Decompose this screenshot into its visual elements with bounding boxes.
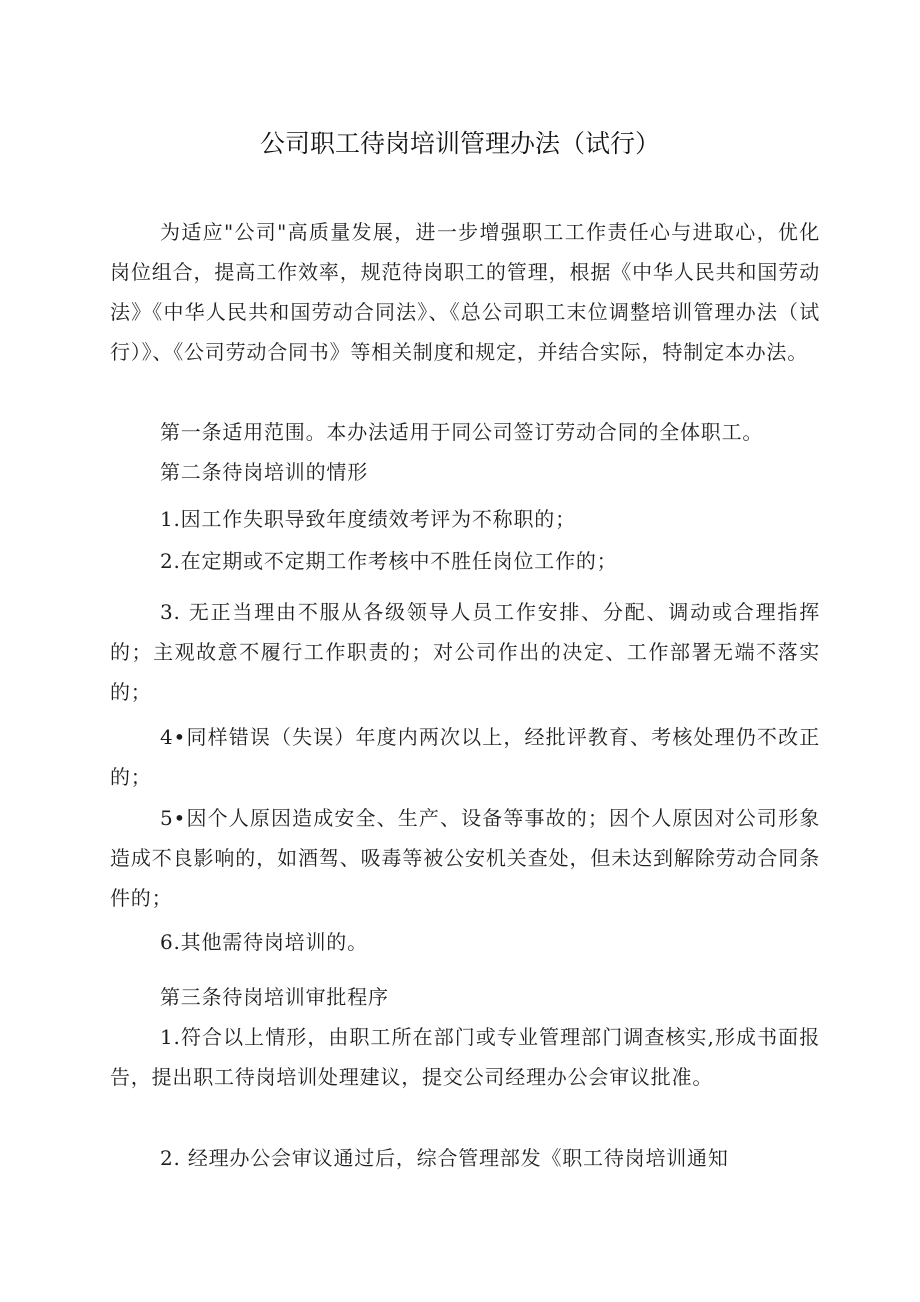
article-2-item-6: 6.其他需待岗培训的。 — [160, 930, 368, 954]
article-1-paragraph: 第一条适用范围。本办法适用于同公司签订劳动合同的全体职工。 — [160, 420, 764, 444]
article-2-item-1: 1.因工作失职导致年度绩效考评为不称职的； — [160, 507, 576, 531]
article-2-item-5: 5•因个人原因造成安全、生产、设备等事故的；因个人原因对公司形象造成不良影响的，如酒驾、吸毒等被公安机关查处，但未达到解除劳动合同条件的； — [110, 806, 820, 910]
article-2-item-3: 3. 无正当理由不服从各级领导人员工作安排、分配、调动或合理指挥的；主观故意不履行工作职责的；对公司作出的决定、工作部署无端不落实的； — [110, 600, 820, 704]
article-2-item-2: 2.在定期或不定期工作考核中不胜任岗位工作的； — [160, 549, 618, 573]
intro-paragraph: 为适应"公司"高质量发展，进一步增强职工工作责任心与进取心，优化岗位组合，提高工作效率，规范待岗职工的管理，根据《中华人民共和国劳动法》《中华人民共和国劳动合同法》、《总公司职工末位调整培训管理办法（试行）》、《公司劳动合同书》等相关制度和规定，并结合实际，特制定本办法。 — [110, 220, 820, 364]
article-2-item-4: 4•同样错误（失误）年度内两次以上，经批评教育、考核处理仍不改正的； — [110, 725, 820, 789]
article-3-heading: 第三条待岗培训审批程序 — [160, 985, 389, 1009]
document-title: 公司职工待岗培训管理办法（试行） — [259, 129, 660, 158]
article-2-heading: 第二条待岗培训的情形 — [160, 460, 368, 484]
article-3-item-2: 2. 经理办公会审议通过后，综合管理部发《职工待岗培训通知 — [160, 1146, 729, 1170]
article-3-item-1: 1.符合以上情形，由职工所在部门或专业管理部门调查核实,形成书面报告，提出职工待岗培训处理建议，提交公司经理办公会审议批准。 — [110, 1025, 820, 1089]
